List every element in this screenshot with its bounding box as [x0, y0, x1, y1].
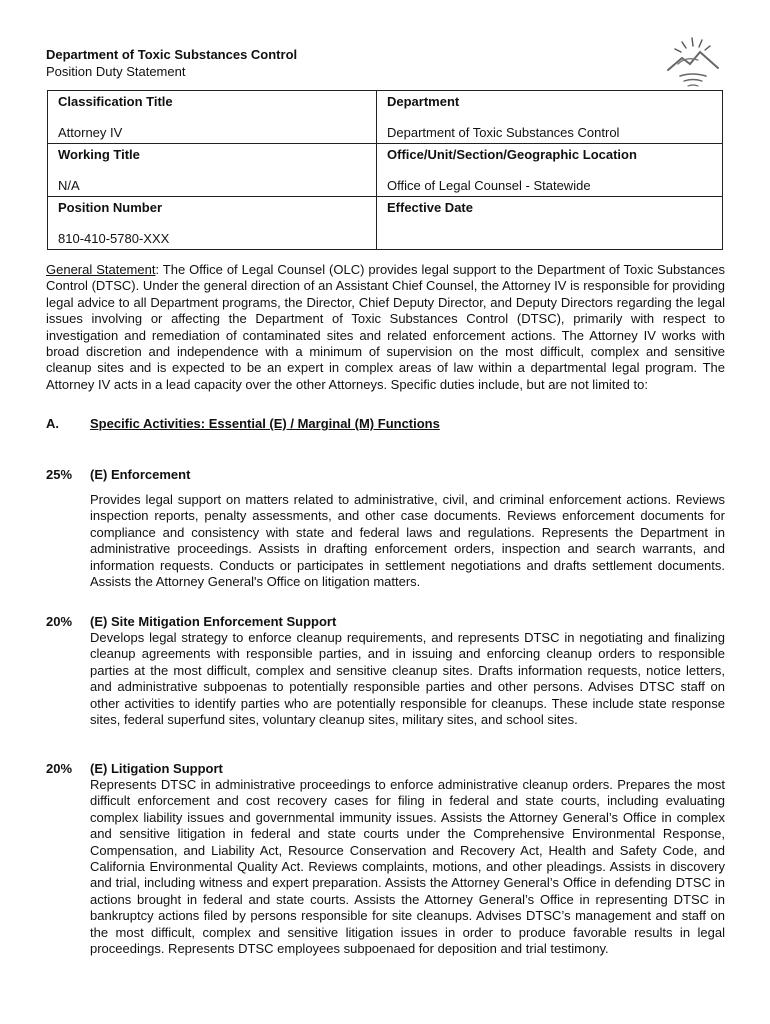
function-percent: 20% — [46, 761, 73, 776]
position-info-table — [47, 90, 723, 250]
section-a-title: Specific Activities: Essential (E) / Marginal (M) Functions — [90, 416, 440, 431]
effective-date-cell — [377, 197, 723, 250]
department-title: Department of Toxic Substances Control — [46, 47, 298, 62]
office-location-value: Office of Legal Counsel - Statewide — [387, 178, 591, 193]
document-subtitle: Position Duty Statement — [46, 64, 186, 79]
function-description: Develops legal strategy to enforce cleanup requirements, and represents DTSC in negotiating and finalizing cleanup agreements with responsible parties, and in issuing and enforcing cleanup orders to responsible parties at the most difficult, complex and sensitive cleanup sites. Drafts information requests, notice letters, and administrative subpoenas to potentially responsible parties and other persons. Advises DTSC staff on other activities to identify parties who are potentially responsible for cleanups. These include state response sites, federal superfund sites, voluntary cleanup sites, military sites, and school sites. — [90, 630, 725, 728]
effective-date-label: Effective Date — [387, 200, 473, 215]
position-number-cell — [48, 197, 377, 250]
classification-title-value: Attorney IV — [58, 125, 123, 140]
department-cell — [377, 91, 723, 144]
department-label: Department — [387, 94, 460, 109]
function-percent: 20% — [46, 614, 73, 629]
office-location-cell — [377, 144, 723, 197]
classification-title-label: Classification Title — [58, 94, 173, 109]
effective-date-value — [387, 231, 712, 246]
office-location-label: Office/Unit/Section/Geographic Location — [387, 147, 637, 162]
classification-title-cell — [48, 91, 377, 144]
working-title-value: N/A — [58, 178, 80, 193]
general-statement-label: General Statement — [46, 262, 156, 277]
function-percent: 25% — [46, 467, 73, 482]
function-title: (E) Site Mitigation Enforcement Support — [90, 614, 337, 629]
dtsc-logo-icon — [662, 34, 724, 92]
position-number-label: Position Number — [58, 200, 163, 215]
function-title: (E) Litigation Support — [90, 761, 223, 776]
general-statement-text: : The Office of Legal Counsel (OLC) provides legal support to the Department of Toxic Substances Control (DTSC). Under the general direction of an Assistant Chief Counsel, the Attorney IV is responsible for providing legal advice to all Department programs, the Director, Chief Deputy Director, and Deputy Directors regarding the legal issues involving or affecting the Department of Toxic Substances Control (DTSC), primarily with respect to investigation and remediation of contaminated sites and related enforcement actions. The Attorney IV works with broad discretion and independence with a minimum of supervision on the most difficult, complex and sensitive cleanup sites and is expected to be an expert in complex areas of law within a departmental legal program. The Attorney IV acts in a lead capacity over the other Attorneys. Specific duties include, but are not limited to: — [46, 262, 725, 392]
position-number-value: 810-410-5780-XXX — [58, 231, 170, 246]
working-title-label: Working Title — [58, 147, 140, 162]
function-description: Provides legal support on matters related to administrative, civil, and criminal enforcement actions. Reviews inspection reports, penalty assessments, and other case documents. Reviews enforcement documents for compliance and consistency with state and federal laws and regulations. Represents the Department in administrative proceedings. Assists in drafting enforcement orders, inspection and search warrants, and information requests. Conducts or participates in settlement negotiations and drafts settlement documents. Assists the Attorney General's Office on litigation matters. — [90, 492, 725, 590]
section-a-letter: A. — [46, 416, 59, 431]
general-statement — [46, 262, 725, 393]
function-description: Represents DTSC in administrative proceedings to enforce administrative cleanup orders. Prepares the most difficult enforcement and cost recovery cases for filing in federal and state courts, including evaluating complex liability issues and governmental immunity issues. Assists the Attorney General’s Office in complex and sensitive litigation in federal and state courts under the Comprehensive Environmental Response, Compensation, and Liability Act, Resource Conservation and Recovery Act, Health and Safety Code, and California Environmental Quality Act. Reviews complaints, motions, and other pleadings. Assists in discovery and trial, including witness and expert preparation. Assists the Attorney General’s Office in defending DTSC in actions brought in federal and state courts. Assists the Attorney General’s Office in representing DTSC in bankruptcy actions filed by persons responsible for site cleanups. Advises DTSC’s management and staff on the most difficult, complex and sensitive litigation issues in order to produce favorable results in legal proceedings. Represents DTSC employees subpoenaed for deposition and trial testimony. — [90, 777, 725, 957]
department-value: Department of Toxic Substances Control — [387, 125, 620, 140]
working-title-cell — [48, 144, 377, 197]
function-title: (E) Enforcement — [90, 467, 191, 482]
